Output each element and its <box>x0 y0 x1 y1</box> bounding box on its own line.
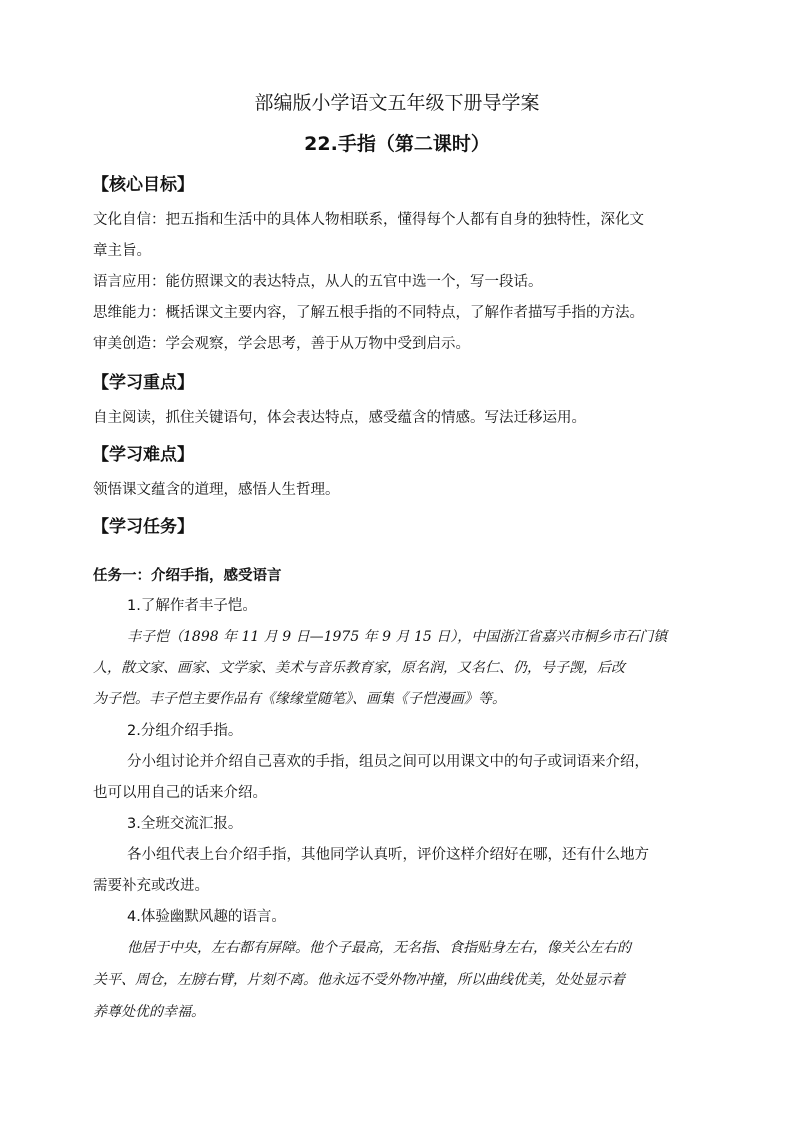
quote-line-1: 他居于中央，左右都有屏障。他个子最高，无名指、食指贴身左右，像关公左右的 <box>127 940 631 956</box>
step1-label: 1.了解作者丰子恺。 <box>127 598 257 614</box>
goal-line-2: 章主旨。 <box>93 243 151 259</box>
focus-heading: 【学习重点】 <box>92 373 194 393</box>
goal-line-1: 文化自信：把五指和生活中的具体人物相联系，懂得每个人都有自身的独特性，深化文 <box>93 212 644 228</box>
lesson-subtitle: 22.手指（第二课时） <box>304 133 490 155</box>
tasks-heading: 【学习任务】 <box>92 517 194 537</box>
task1-title: 任务一：介绍手指，感受语言 <box>93 568 282 584</box>
goal-line-5: 审美创造：学会观察，学会思考，善于从万物中受到启示。 <box>93 336 470 352</box>
step2-line-1: 分小组讨论并介绍自己喜欢的手指，组员之间可以用课文中的句子或词语来介绍， <box>127 754 649 770</box>
step2-line-2: 也可以用自己的话来介绍。 <box>93 785 267 801</box>
difficulty-heading: 【学习难点】 <box>92 445 194 465</box>
goal-line-4: 思维能力：概括课文主要内容，了解五根手指的不同特点，了解作者描写手指的方法。 <box>93 305 644 321</box>
goal-line-3: 语言应用：能仿照课文的表达特点，从人的五官中选一个，写一段话。 <box>93 274 543 290</box>
difficulty-text: 领悟课文蕴含的道理，感悟人生哲理。 <box>93 482 340 498</box>
goals-heading: 【核心目标】 <box>92 175 194 195</box>
step3-line-2: 需要补充或改进。 <box>93 878 209 894</box>
step2-label: 2.分组介绍手指。 <box>127 723 243 739</box>
step3-label: 3.全班交流汇报。 <box>127 816 243 832</box>
quote-line-2: 关平、周仓，左膀右臂，片刻不离。他永远不受外物冲撞，所以曲线优美，处处显示着 <box>93 972 625 988</box>
bio-line-2: 人，散文家、画家、文学家、美术与音乐教育家，原名润，又名仁、仍，号子觊，后改 <box>93 660 625 676</box>
step4-label: 4.体验幽默风趣的语言。 <box>127 909 286 925</box>
quote-line-3: 养尊处优的幸福。 <box>93 1004 205 1020</box>
step3-line-1: 各小组代表上台介绍手指，其他同学认真听，评价这样介绍好在哪，还有什么地方 <box>127 847 649 863</box>
bio-line-3: 为子恺。丰子恺主要作品有《缘缘堂随笔》、画集《子恺漫画》等。 <box>93 691 506 707</box>
document-title: 部编版小学语文五年级下册导学案 <box>254 92 540 114</box>
bio-line-1: 丰子恺（1898 年 11 月 9 日—1975 年 9 月 15 日），中国浙江省嘉兴市桐乡市石门镇 <box>127 629 668 645</box>
focus-text: 自主阅读，抓住关键语句，体会表达特点，感受蕴含的情感。写法迁移运用。 <box>93 410 586 426</box>
